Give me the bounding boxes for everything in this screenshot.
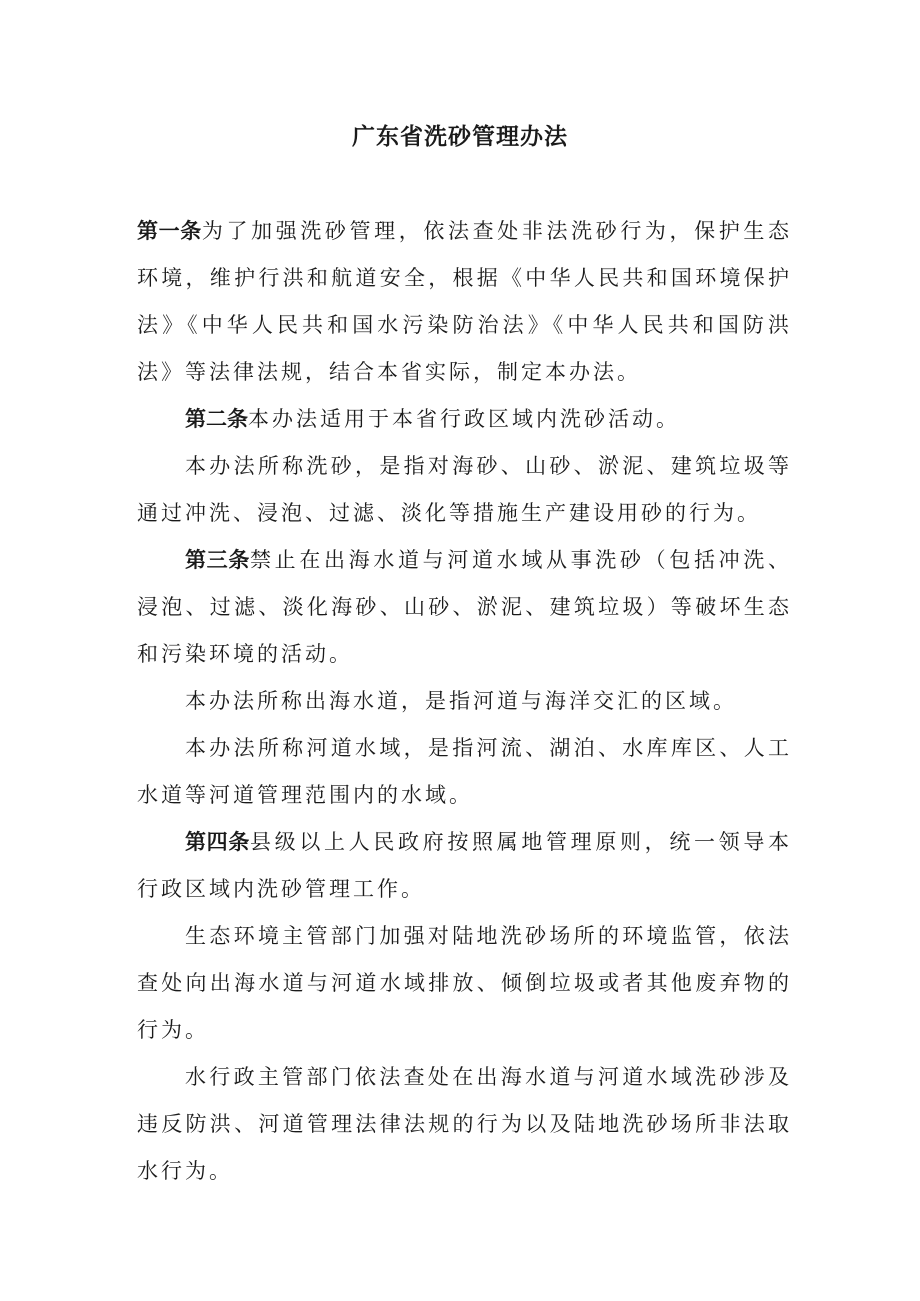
paragraph-article-3 [137, 537, 792, 678]
paragraph-text: 本办法所称河道水域，是指河流、湖泊、水库库区、人工水道等河道管理范围内的水域。 [137, 736, 792, 807]
paragraph-text: 县级以上人民政府按照属地管理原则，统一领导本行政区域内洗砂管理工作。 [137, 830, 792, 901]
document-body [137, 208, 792, 1195]
paragraph-article-4 [137, 819, 792, 913]
paragraph-text: 禁止在出海水道与河道水域从事洗砂（包括冲洗、浸泡、过滤、淡化海砂、山砂、淤泥、建筑垃圾）等破坏生态和污染环境的活动。 [137, 548, 792, 666]
paragraph-article-4-clause-2 [137, 1054, 792, 1195]
paragraph-article-3-clause-1 [137, 678, 792, 725]
article-number: 第四条 [185, 830, 250, 854]
paragraph-text: 水行政主管部门依法查处在出海水道与河道水域洗砂涉及违反防洪、河道管理法律法规的行为以及陆地洗砂场所非法取水行为。 [137, 1065, 792, 1183]
paragraph-article-1 [137, 208, 792, 396]
document-title: 广东省洗砂管理办法 [352, 124, 568, 150]
paragraph-article-2-clause [137, 443, 792, 537]
paragraph-text: 为了加强洗砂管理，依法查处非法洗砂行为，保护生态环境，维护行洪和航道安全，根据《中华人民共和国环境保护法》《中华人民共和国水污染防治法》《中华人民共和国防洪法》等法律法规，结合本省实际，制定本办法。 [137, 219, 793, 384]
article-number: 第二条 [185, 407, 248, 431]
paragraph-text: 本办法所称洗砂，是指对海砂、山砂、淤泥、建筑垃圾等通过冲洗、浸泡、过滤、淡化等措施生产建设用砂的行为。 [137, 454, 792, 525]
paragraph-text: 本办法适用于本省行政区域内洗砂活动。 [248, 407, 680, 431]
paragraph-article-3-clause-2 [137, 725, 792, 819]
paragraph-text: 生态环境主管部门加强对陆地洗砂场所的环境监管，依法查处向出海水道与河道水域排放、倾倒垃圾或者其他废弃物的行为。 [137, 924, 792, 1042]
paragraph-article-2 [137, 396, 792, 443]
article-number: 第三条 [185, 548, 250, 572]
paragraph-article-4-clause-1 [137, 913, 792, 1054]
article-number: 第一条 [137, 219, 202, 243]
paragraph-text: 本办法所称出海水道，是指河道与海洋交汇的区域。 [185, 689, 737, 713]
